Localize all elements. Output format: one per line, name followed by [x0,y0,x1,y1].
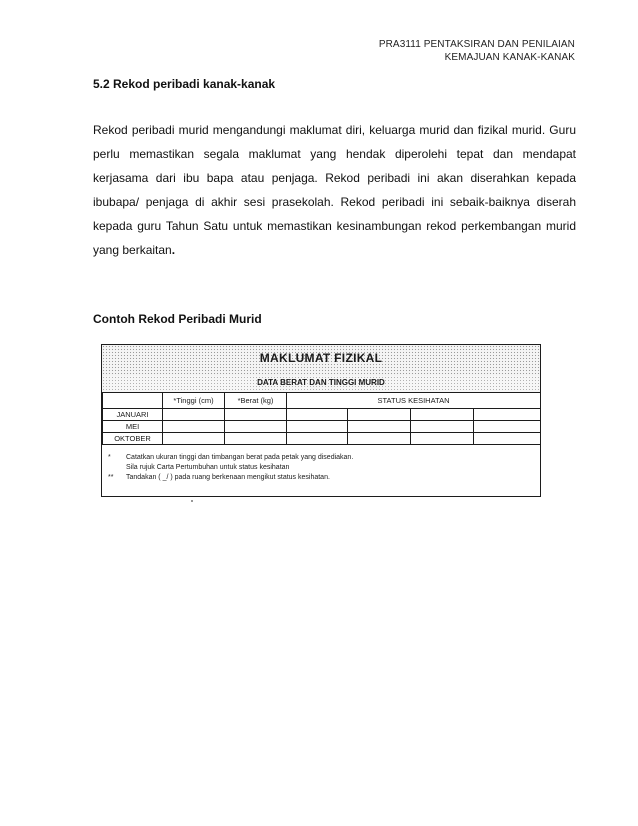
row-label-may: MEI [103,421,163,433]
cell-status-3[interactable] [411,433,474,445]
note-text: Tandakan ( _/ ) pada ruang berkenaan mengikut status kesihatan. [126,474,330,481]
column-header-height: *Tinggi (cm) [163,393,225,409]
note-line [108,463,353,473]
cell-status-2[interactable] [348,433,411,445]
example-heading: Contoh Rekod Peribadi Murid [93,312,262,326]
cell-status-2[interactable] [348,421,411,433]
cell-status-4[interactable] [474,421,541,433]
table-row [103,421,541,433]
form-subtitle-bar [102,376,540,393]
row-label-january: JANUARI [103,409,163,421]
paragraph-text: Rekod peribadi murid mengandungi maklumat diri, keluarga murid dan fizikal murid. Guru perlu memastikan segala maklumat yang hendak diperolehi tepat dan mendapat kerjasama dari ibu bapa atau penjaga. Rekod peribadi ini akan diserahkan kepada ibubapa/ penjaga di akhir sesi prasekolah. Rekod peribadi ini sebaik-baiknya diserah kepada guru Tahun Satu untuk memastikan kesinambungan rekod perkembangan murid yang berkaitan [93,123,576,257]
header-course-line: PRA3111 PENTAKSIRAN DAN PENILAIAN [378,39,575,50]
note-line [108,453,353,463]
page-header [379,38,575,64]
physical-info-form [101,344,541,497]
scan-speck [191,500,193,502]
note-mark: * [108,454,111,461]
body-paragraph [93,118,576,262]
form-notes [108,453,353,483]
cell-weight-october[interactable] [225,433,287,445]
paragraph-end: . [171,243,176,257]
header-subject-line: KEMAJUAN KANAK-KANAK [444,52,575,63]
row-label-october: OKTOBER [103,433,163,445]
measurement-table [102,392,541,445]
note-line [108,473,353,483]
note-text: Sila rujuk Carta Pertumbuhan untuk status kesihatan [126,464,290,471]
form-banner [102,345,540,377]
cell-weight-may[interactable] [225,421,287,433]
table-row [103,433,541,445]
form-subtitle: DATA BERAT DAN TINGGI MURID [257,378,385,387]
cell-status-2[interactable] [348,409,411,421]
cell-status-1[interactable] [287,421,348,433]
cell-status-3[interactable] [411,409,474,421]
cell-status-4[interactable] [474,433,541,445]
table-header-row [103,393,541,409]
note-text: Catatkan ukuran tinggi dan timbangan berat pada petak yang disediakan. [126,454,354,461]
cell-weight-january[interactable] [225,409,287,421]
table-corner-cell [103,393,163,409]
form-banner-title: MAKLUMAT FIZIKAL [259,351,383,365]
column-header-health-status: STATUS KESIHATAN [287,393,541,409]
cell-height-october[interactable] [163,433,225,445]
cell-status-1[interactable] [287,433,348,445]
cell-status-3[interactable] [411,421,474,433]
section-heading: 5.2 Rekod peribadi kanak-kanak [93,77,276,91]
cell-status-4[interactable] [474,409,541,421]
cell-height-january[interactable] [163,409,225,421]
column-header-weight: *Berat (kg) [225,393,287,409]
cell-height-may[interactable] [163,421,225,433]
table-row [103,409,541,421]
cell-status-1[interactable] [287,409,348,421]
note-mark: ** [108,474,114,481]
